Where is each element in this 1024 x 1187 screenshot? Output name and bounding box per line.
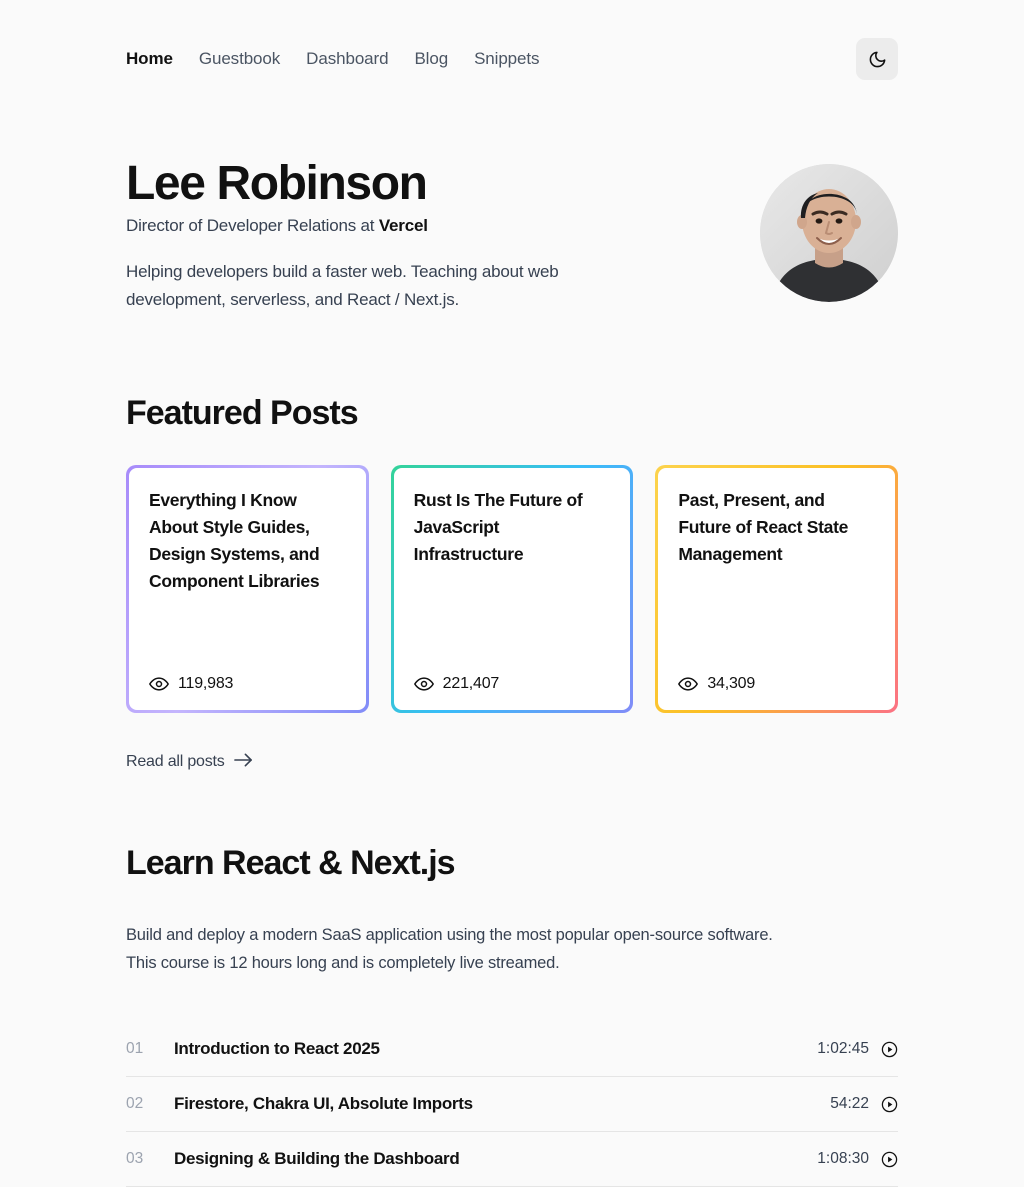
hero-role-company: Vercel	[378, 215, 428, 235]
nav-item-snippets[interactable]: Snippets	[474, 49, 540, 68]
lesson-title: Introduction to React 2025	[174, 1039, 380, 1059]
list-item[interactable]	[126, 1022, 898, 1077]
moon-icon	[868, 50, 887, 69]
card-views	[678, 674, 875, 694]
lesson-duration: 1:02:45	[817, 1040, 869, 1058]
nav-links	[126, 49, 539, 69]
nav-item-blog[interactable]: Blog	[414, 49, 449, 68]
nav-item-guestbook[interactable]: Guestbook	[198, 49, 281, 68]
play-icon[interactable]	[881, 1096, 898, 1113]
card-content	[394, 468, 631, 710]
play-icon[interactable]	[881, 1151, 898, 1168]
hero-description: Helping developers build a faster web. Teaching about web development, serverless, and React / Next.js.	[126, 261, 559, 309]
lesson-number: 01	[126, 1040, 144, 1058]
lesson-duration: 1:08:30	[817, 1150, 869, 1168]
hero-role	[126, 216, 621, 236]
lesson-title: Firestore, Chakra UI, Absolute Imports	[174, 1094, 473, 1114]
card-views	[414, 674, 611, 694]
lesson-duration: 54:22	[830, 1095, 869, 1113]
hero-section	[0, 80, 1024, 314]
hero-role-prefix: Director of Developer Relations at	[126, 215, 379, 235]
card-content	[129, 468, 366, 710]
lesson-number: 03	[126, 1150, 144, 1168]
play-icon[interactable]	[881, 1041, 898, 1058]
lesson-list	[0, 994, 1024, 1187]
arrow-right-icon	[234, 753, 253, 772]
card-content	[658, 468, 895, 710]
eye-icon	[414, 674, 434, 694]
card-title: Everything I Know About Style Guides, Design Systems, and Component Libraries	[149, 489, 320, 592]
page-title: Lee Robinson	[126, 157, 427, 210]
list-item[interactable]	[126, 1132, 898, 1187]
featured-cards	[0, 433, 1024, 713]
card-views	[149, 674, 346, 694]
list-item[interactable]	[126, 1077, 898, 1132]
portrait-photo-icon	[760, 164, 898, 302]
lesson-number: 02	[126, 1095, 144, 1113]
featured-card-3[interactable]	[655, 465, 898, 713]
featured-card-2[interactable]	[391, 465, 634, 713]
read-all-posts-label: Read all posts	[126, 753, 225, 771]
eye-icon	[149, 674, 169, 694]
lesson-title: Designing & Building the Dashboard	[174, 1149, 460, 1169]
nav-item-dashboard[interactable]: Dashboard	[306, 49, 389, 68]
featured-posts-heading: Featured Posts	[126, 393, 358, 432]
hero-text	[126, 158, 621, 314]
read-all-posts-link[interactable]	[126, 753, 253, 772]
avatar	[760, 164, 898, 302]
card-title: Past, Present, and Future of React State Management	[678, 489, 849, 565]
card-views-count: 119,983	[178, 674, 234, 692]
course-description: Build and deploy a modern SaaS application using the most popular open-source software. This course is 12 hours long and is completely live streamed.	[126, 926, 773, 973]
nav-item-home[interactable]: Home	[126, 49, 173, 68]
card-title: Rust Is The Future of JavaScript Infrastructure	[413, 489, 583, 565]
course-heading: Learn React & Next.js	[126, 843, 455, 882]
top-navigation	[0, 0, 1024, 80]
eye-icon	[678, 674, 698, 694]
card-views-count: 34,309	[707, 674, 756, 692]
card-views-count: 221,407	[442, 674, 500, 692]
featured-card-1[interactable]	[126, 465, 369, 713]
theme-toggle-button[interactable]	[856, 38, 898, 80]
